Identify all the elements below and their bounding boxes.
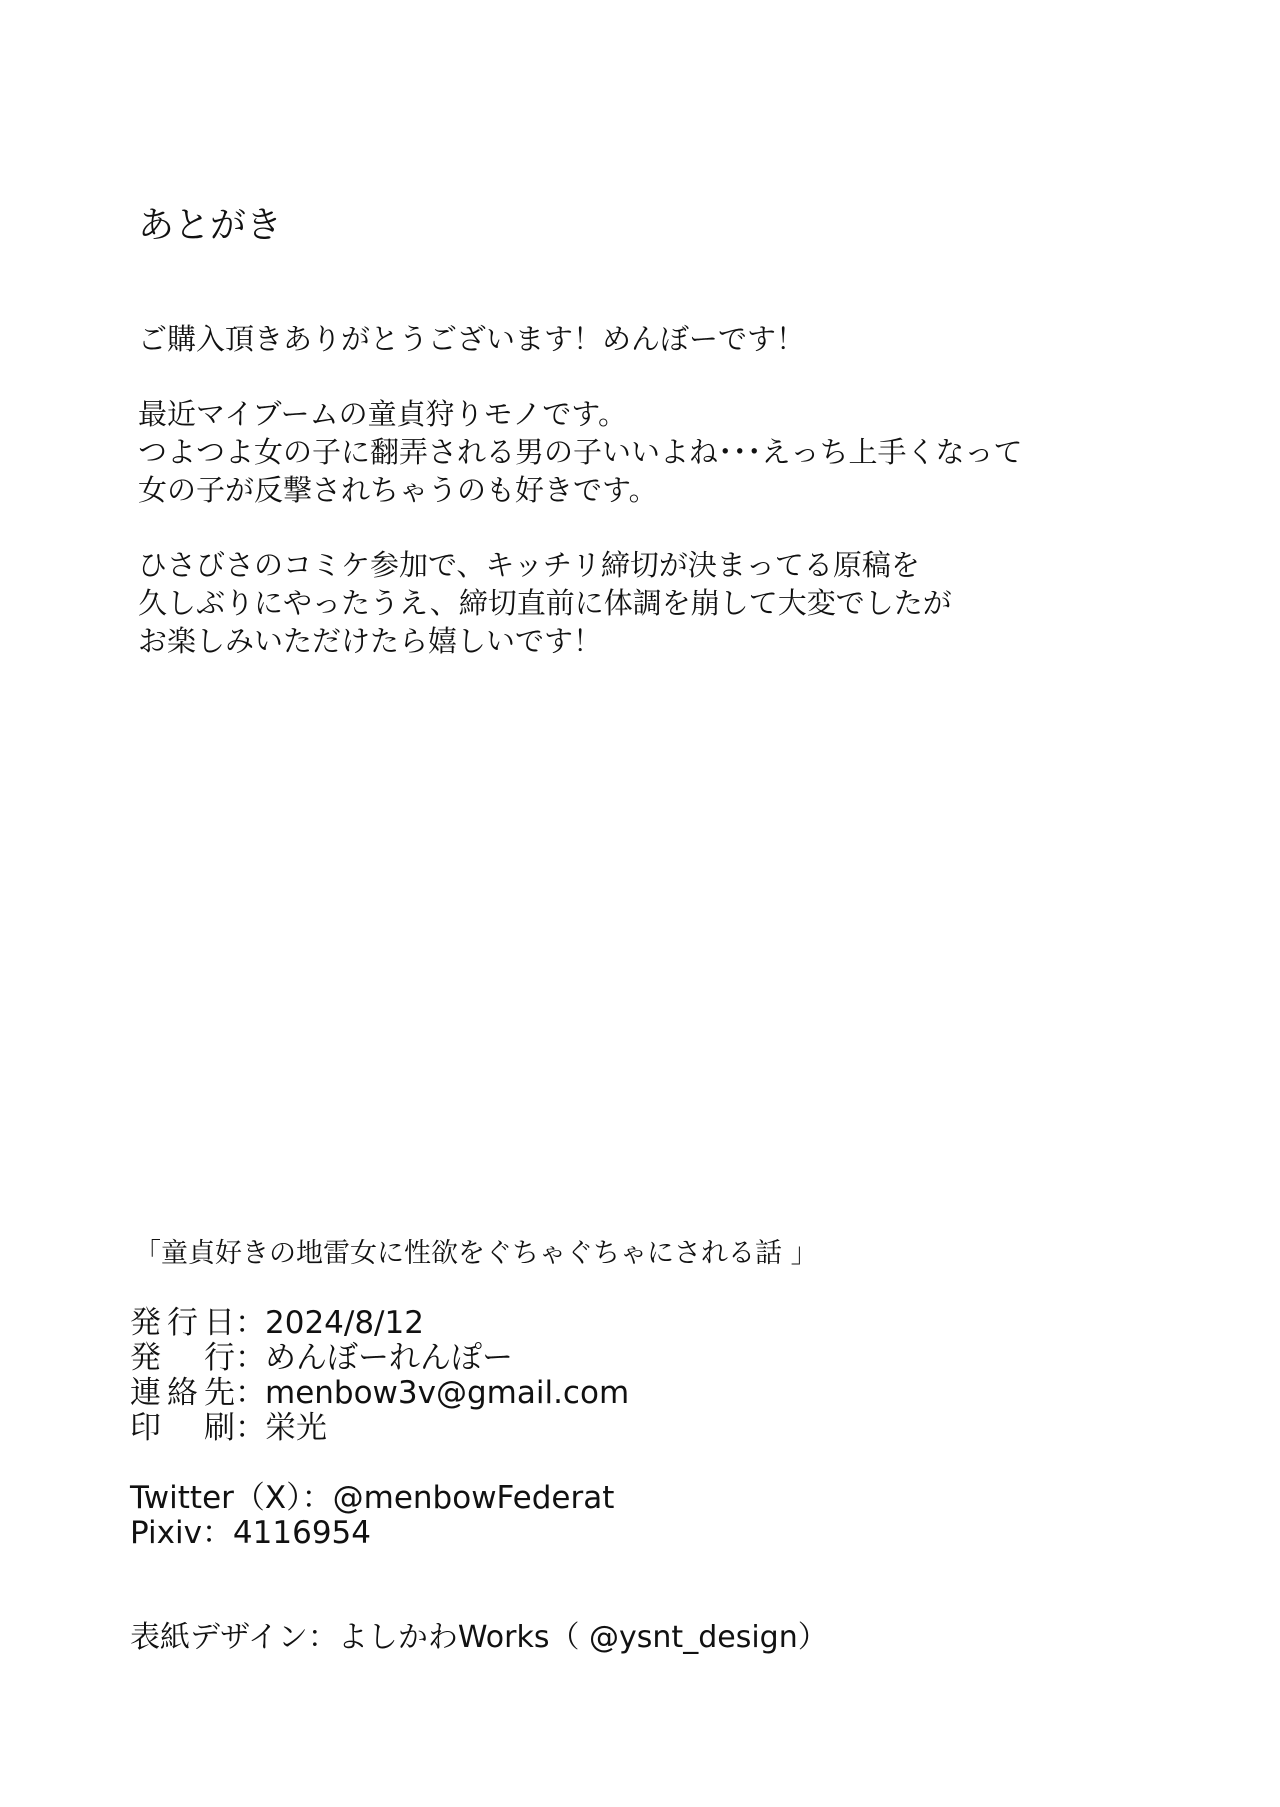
info-value: めんぼーれんぽー [265,1340,513,1376]
info-row-publisher [130,1341,1130,1376]
book-title: 「童貞好きの地雷女に性欲をぐちゃぐちゃにされる話 」 [134,1238,818,1269]
info-value: menbow3v@gmail.com [265,1375,630,1411]
info-label: 発行日 [130,1305,235,1341]
info-label: 印刷 [130,1410,235,1446]
afterword-body [138,320,1098,697]
info-row-date [130,1306,1130,1341]
afterword-line: お楽しみいただけたら嬉しいです！ [138,624,603,658]
publication-info [130,1306,1130,1446]
colophon [130,1236,1130,1657]
info-separator: ： [235,1305,266,1341]
social-links [130,1481,1130,1551]
info-value: 2024/8/12 [265,1305,424,1341]
cover-design-credit: 表紙デザイン：よしかわWorks（ @ysnt_design） [130,1620,828,1655]
afterword-heading: あとがき [138,205,283,246]
twitter-handle: Twitter（X）：@menbowFederat [130,1480,615,1516]
info-row-contact [130,1376,1130,1411]
info-separator: ： [235,1375,266,1411]
afterword-line: つよつよ女の子に翻弄される男の子いいよね･･･えっち上手くなって [138,435,1023,469]
info-label: 連絡先 [130,1375,235,1411]
info-row-printer [130,1411,1130,1446]
info-label: 発行 [130,1340,235,1376]
pixiv-id: Pixiv：4116954 [130,1515,371,1551]
afterword-line: ご購入頂きありがとうございます！めんぼーです！ [138,322,806,356]
afterword-paragraph-2 [138,395,1098,509]
info-separator: ： [235,1340,266,1376]
afterword-line: 久しぶりにやったうえ、締切直前に体調を崩して大変でしたが [138,586,952,620]
info-value: 栄光 [265,1410,327,1446]
info-separator: ： [235,1410,266,1446]
afterword-paragraph-1 [138,320,1098,358]
afterword-line: 最近マイブームの童貞狩りモノです。 [138,397,627,431]
afterword-line: ひさびさのコミケ参加で、キッチリ締切が決まってる原稿を [138,548,920,582]
afterword-paragraph-3 [138,546,1098,660]
afterword-line: 女の子が反撃されちゃうのも好きです。 [138,473,658,507]
